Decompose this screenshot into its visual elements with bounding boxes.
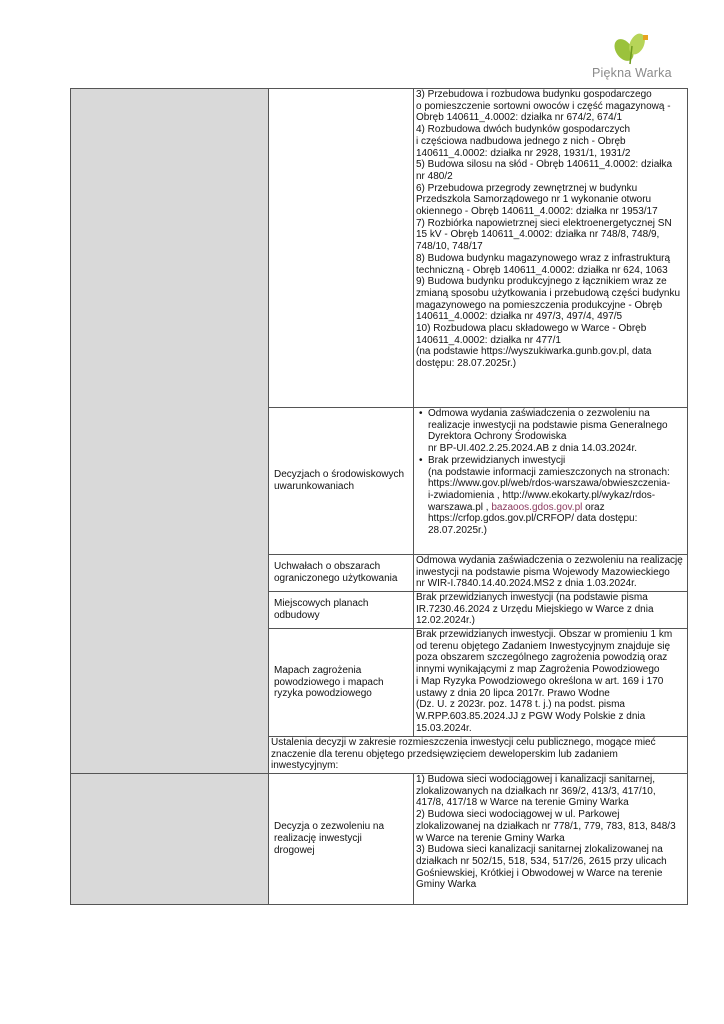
row-label: Mapach zagrożenia powodziowego i mapach ryzyka powodziowego [269,629,414,737]
row-content [414,629,688,737]
row-content [414,408,688,555]
row-content [414,774,688,905]
list-item: • Brak przewidzianych inwestycji (na podstawie informacji zamieszczonych na stronach: https://www.gov.pl/web/rdos-warszawa/obwieszczenia- i-zwiadomienia , http://www.ekokarty.pl/wykaz/rdos- warszawa.pl , bazaoos.gdos.gov.pl oraz https://crfop.gdos.gov.pl/CRFOP/ data dostępu: 28.07.2025r.) [428,455,685,537]
table-row [71,89,688,408]
row-label: Decyzja o zezwoleniu na realizację inwestycji drogowej [269,774,414,905]
row-label: Uchwałach o obszarach ograniczonego użytkowania [269,555,414,592]
cell-text: Brak przewidzianych inwestycji (na podstawie pisma IR.7230.46.2024 z Urzędu Miejskiego w Warce z dnia 12.02.2024r.) [416,592,654,627]
row-label: Miejscowych planach odbudowy [269,592,414,629]
leaf-logo-icon [610,32,654,66]
link-bazaoos[interactable]: bazaoos.gdos.gov.pl [491,501,583,513]
cell-text: Ustalenia decyzji w zakresie rozmieszczenia inwestycji celu publicznego, mogące mieć znaczenie dla terenu objętego przedsięwzięciem deweloperskim lub zadaniem inwestycyjnym: [271,737,656,772]
logo-text: Piękna Warka [592,66,672,80]
bullet-list [416,408,685,537]
bullet-detail: (na podstawie informacji zamieszczonych na stronach: https://www.gov.pl/web/rdos-warszawa/obwieszczenia- i-zwiadomienia , http://www.ekokarty.pl/wykaz/rdos- warszawa.pl , bazaoos.gdos.gov.pl oraz https://crfop.gdos.gov.pl/CRFOP/ data dostępu: 28.07.2025r.) [428,466,671,537]
document-table [70,88,688,905]
row-label: Decyzjach o środowiskowych uwarunkowaniach [269,408,414,555]
row-label [269,89,414,408]
cell-text: 3) Przebudowa i rozbudowa budynku gospodarczego o pomieszczenie sortowni owoców i część magazynową - Obręb 140611_4.0002: działka nr 674/2, 674/1 4) Rozbudowa dwóch budynków gospodarczych i częściowa nadbudowa jednego z nich - Obręb 140611_4.0002: działka nr 2928, 1931/1, 1931/2 5) Budowa silosu na słód - Obręb 140611_4.0002: działka nr 480/2 6) Przebudowa przegrody zewnętrznej w budynku Przedszkola Samorządowego nr 1 wykonanie otworu okiennego - Obręb 140611_4.0002: działka nr 1953/17 7) Rozbiórka napowietrznej sieci elektroenergetycznej SN 15 kV - Obręb 140611_4.0002: działka nr 748/8, 748/9, 748/10, 748/17 8) Budowa budynku magazynowego wraz z infrastrukturą techniczną - Obręb 140611_4.0002: działka nr 624, 1063 9) Budowa budynku produkcyjnego z łącznikiem wraz ze zmianą sposobu użytkowania i przebudową części budynku magazynowego na pomieszczenia produkcyjne - Obręb 140611_4.0002: działka nr 497/3, 497/4, 497/5 10) Rozbudowa placu składowego w Warce - Obręb 140611_4.0002: działka nr 477/1 (na podstawie https://wyszukiwarka.gunb.gov.pl, data dostępu: 28.07.2025r.) [416,89,681,370]
cell-text: Brak przewidzianych inwestycji. Obszar w promieniu 1 km od terenu objętego Zadaniem Inwestycyjnym znajduje się poza obszarem szczególnego zagrożenia powodzią oraz innymi wynikającymi z map Zagrożenia Powodziowego i Map Ryzyka Powodziowego określona w art. 169 i 170 ustawy z dnia 20 lipca 2017r. Prawo Wodne (Dz. U. z 2023r. poz. 1478 t. j.) na podst. pisma W.RPP.603.85.2024.JJ z PGW Wody Polskie z dnia 15.03.2024r. [416,629,673,734]
row-content-wide [269,737,688,774]
cell-text: Odmowa wydania zaświadczenia o zezwoleniu na realizację inwestycji na podstawie pisma Wojewody Mazowieckiego nr WIR-I.7840.14.40.2024.MS2 z dnia 1.03.2024r. [416,555,683,590]
row-content [414,555,688,592]
gray-cell [71,774,269,905]
cell-text: 1) Budowa sieci wodociągowej i kanalizacji sanitarnej, zlokalizowanych na działkach nr 369/2, 413/3, 417/10, 417/8, 417/18 w Warce na terenie Gminy Warka 2) Budowa sieci wodociągowej w ul. Parkowej zlokalizowanej na działkach nr 778/1, 779, 783, 813, 848/3 w Warce na terenie Gminy Warka 3) Budowa sieci kanalizacji sanitarnej zlokalizowanej na działkach nr 502/15, 518, 534, 517/26, 2615 przy ulicach Gośniewskiej, Krótkiej i Obwodowej w Warce na terenie Gminy Warka [416,774,676,891]
table-row [71,774,688,905]
row-content [414,592,688,629]
logo [584,32,684,84]
row-content [414,89,688,408]
list-item: • Odmowa wydania zaświadczenia o zezwoleniu na realizacje inwestycji na podstawie pisma Generalnego Dyrektora Ochrony Środowiska nr BP-UI.402.2.25.2024.AB z dnia 14.03.2024r. [428,408,685,455]
gray-cell [71,89,269,774]
